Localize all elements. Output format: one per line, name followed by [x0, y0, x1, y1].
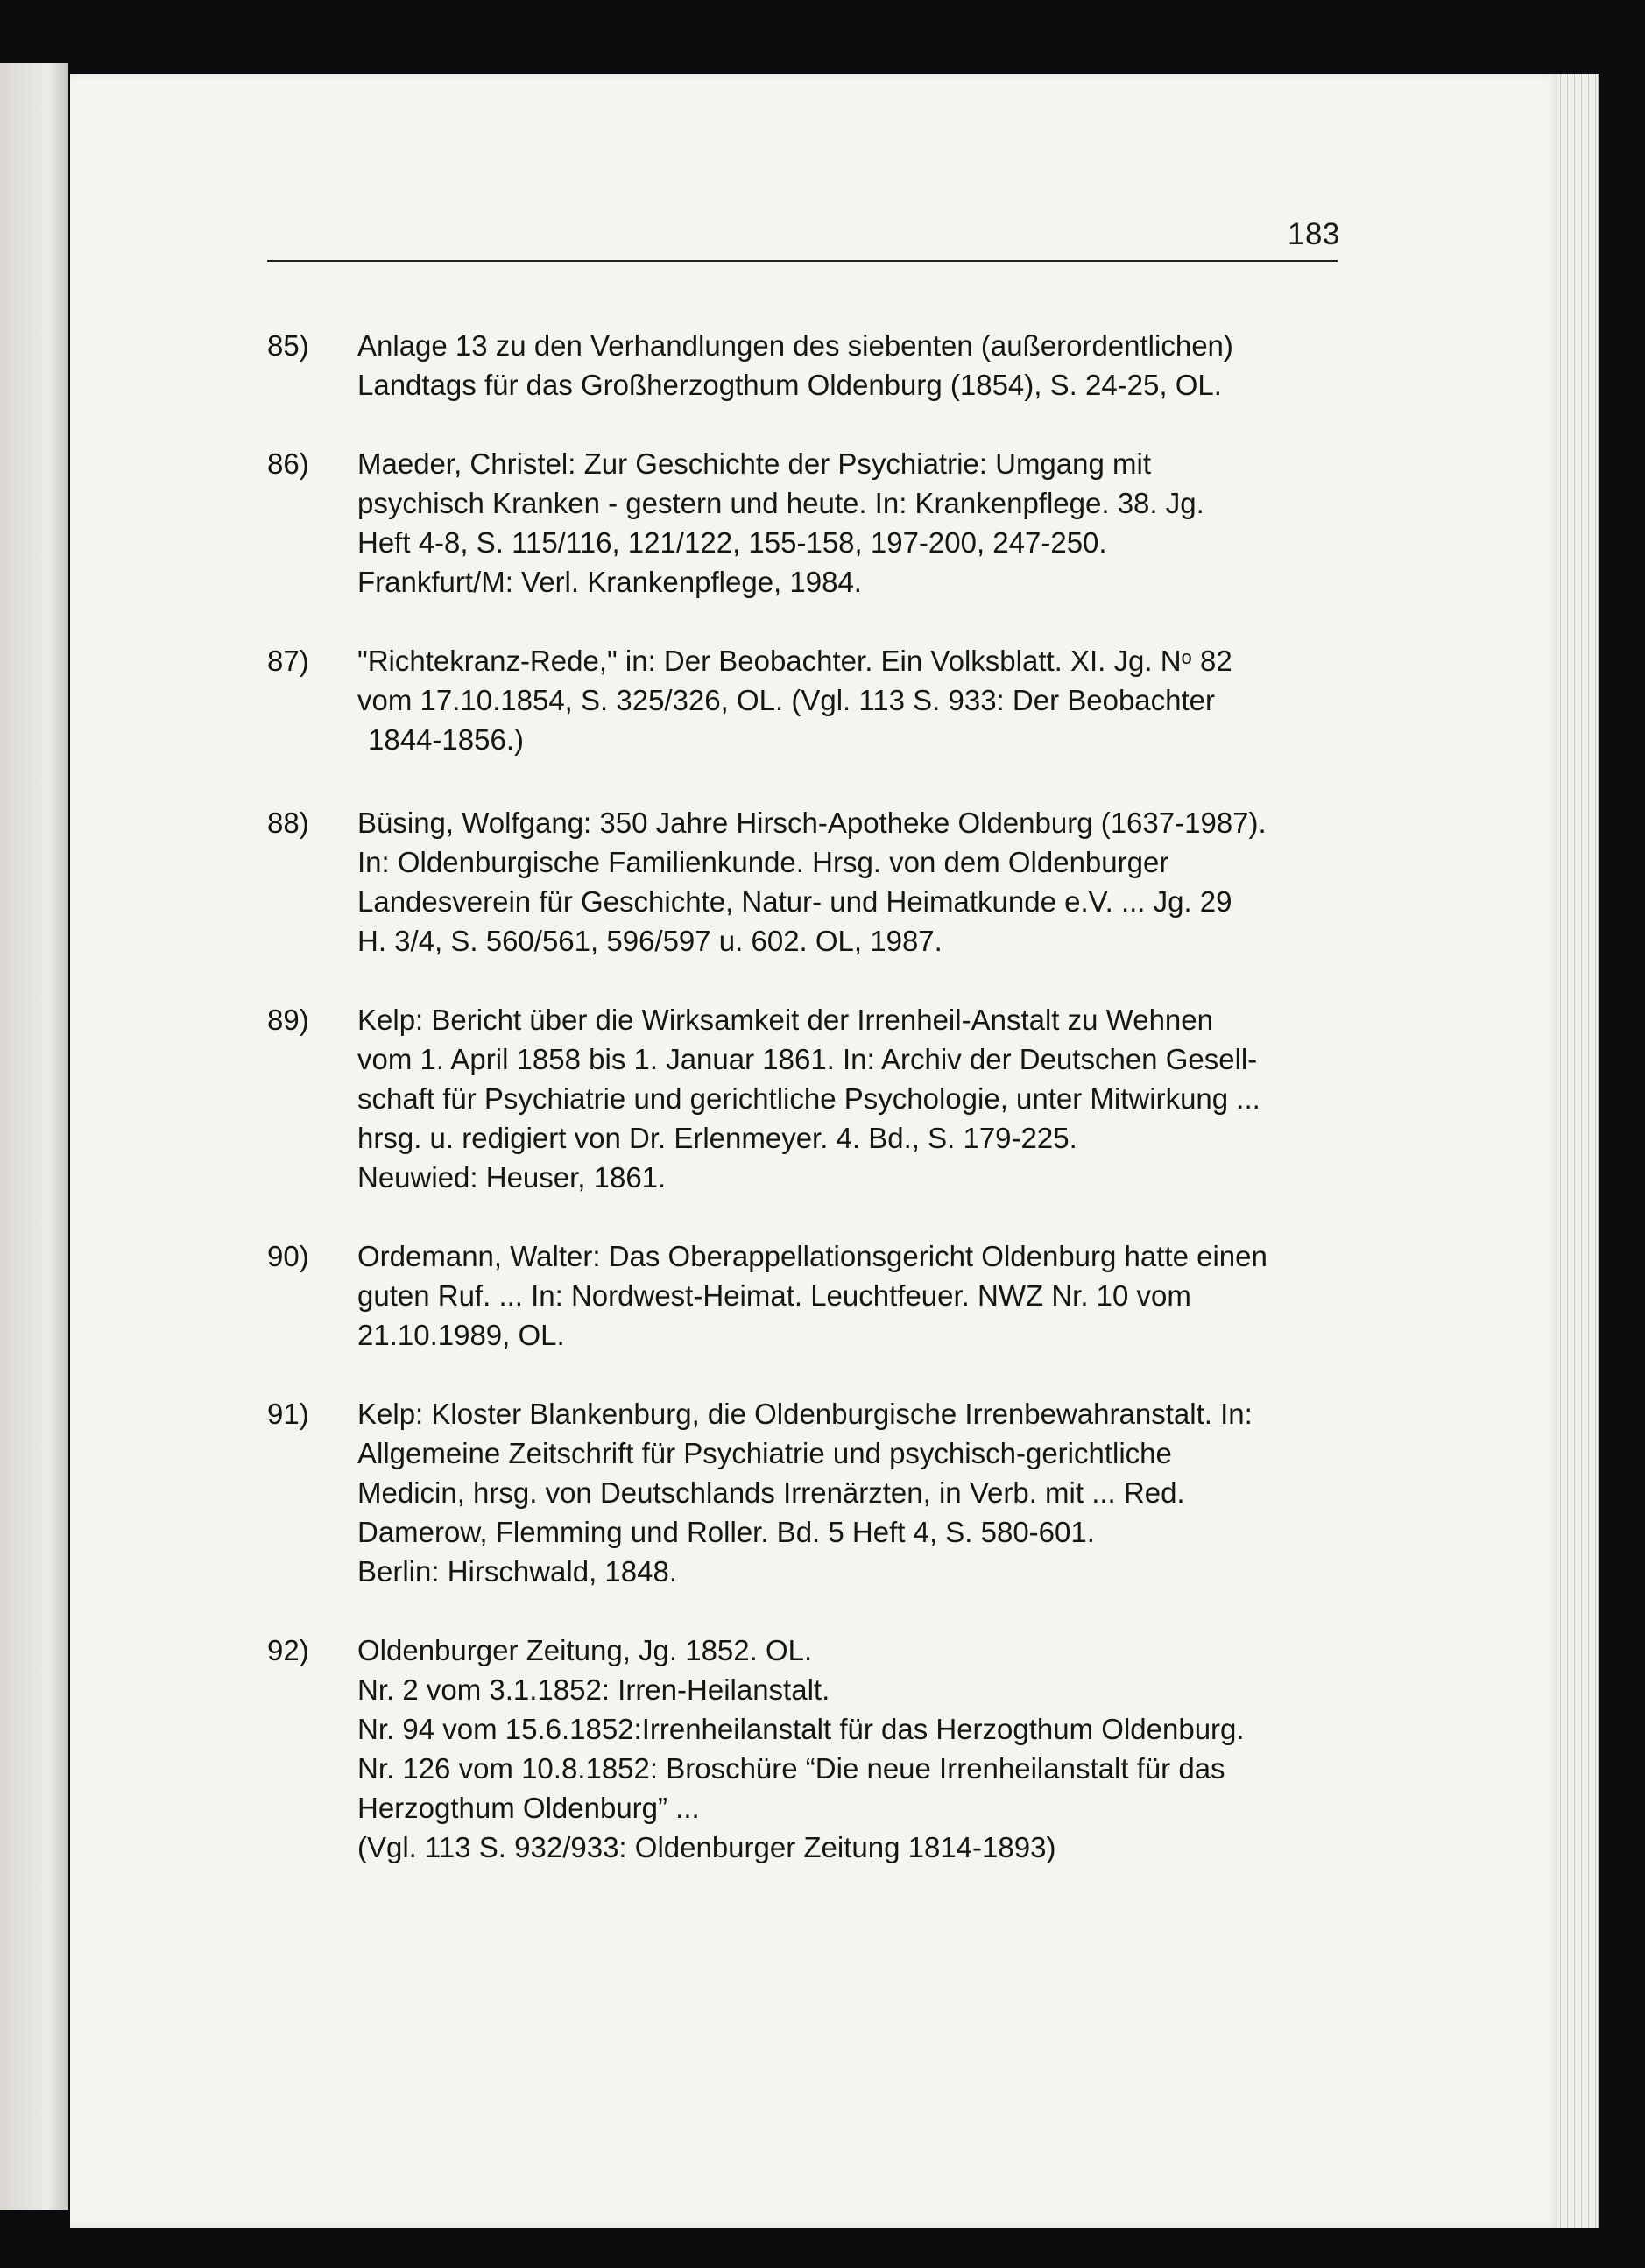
reference-line: Nr. 94 vom 15.6.1852:Irrenheilanstalt für das Herzogthum Oldenburg. [357, 1713, 1245, 1745]
reference-entry-88 [267, 803, 1371, 961]
reference-line: Nr. 2 vom 3.1.1852: Irren-Heilanstalt. [357, 1673, 830, 1706]
reference-list [267, 326, 1371, 1867]
reference-number: 86) [267, 447, 309, 480]
reference-line: Damerow, Flemming und Roller. Bd. 5 Heft 4, S. 580-601. [357, 1516, 1095, 1548]
reference-line: Frankfurt/M: Verl. Krankenpflege, 1984. [357, 566, 862, 598]
reference-line: vom 17.10.1854, S. 325/326, OL. (Vgl. 113 S. 933: Der Beobachter [357, 684, 1216, 716]
reference-line: Herzogthum Oldenburg” ... [357, 1792, 700, 1824]
reference-entry-89 [267, 1000, 1371, 1197]
reference-entry-92 [267, 1631, 1371, 1867]
numero-superscript: o [1181, 646, 1192, 668]
reference-entry-90 [267, 1236, 1371, 1355]
reference-line: Anlage 13 zu den Verhandlungen des siebenten (außerordentlichen) [357, 329, 1233, 362]
reference-line-text: "Richtekranz-Rede," in: Der Beobachter. Ein Volksblatt. XI. Jg. N [357, 644, 1182, 677]
reference-line: H. 3/4, S. 560/561, 596/597 u. 602. OL, 1987. [357, 925, 943, 957]
reference-line: In: Oldenburgische Familienkunde. Hrsg. von dem Oldenburger [357, 846, 1169, 878]
reference-line: Landesverein für Geschichte, Natur- und Heimatkunde e.V. ... Jg. 29 [357, 885, 1232, 918]
reference-line: psychisch Kranken - gestern und heute. In: Krankenpflege. 38. Jg. [357, 487, 1204, 519]
reference-line: schaft für Psychiatrie und gerichtliche Psychologie, unter Mitwirkung ... [357, 1082, 1260, 1115]
reference-line: Büsing, Wolfgang: 350 Jahre Hirsch-Apotheke Oldenburg (1637-1987). [357, 806, 1267, 839]
reference-entry-86 [267, 444, 1371, 602]
reference-line: Nr. 126 vom 10.8.1852: Broschüre “Die neue Irrenheilanstalt für das [357, 1752, 1225, 1785]
issue-number: 82 [1191, 644, 1232, 677]
reference-number: 88) [267, 806, 309, 839]
reference-number: 89) [267, 1004, 309, 1036]
reference-line: hrsg. u. redigiert von Dr. Erlenmeyer. 4. Bd., S. 179-225. [357, 1122, 1077, 1154]
reference-line: Kelp: Bericht über die Wirksamkeit der Irrenheil-Anstalt zu Wehnen [357, 1004, 1213, 1036]
reference-line: 1844-1856.) [368, 723, 524, 756]
reference-line: Heft 4-8, S. 115/116, 121/122, 155-158, 197-200, 247-250. [357, 526, 1107, 559]
reference-line: Medicin, hrsg. von Deutschlands Irrenärzten, in Verb. mit ... Red. [357, 1476, 1185, 1509]
reference-entry-91 [267, 1394, 1371, 1591]
reference-line: Allgemeine Zeitschrift für Psychiatrie und psychisch-gerichtliche [357, 1437, 1172, 1469]
reference-line: Neuwied: Heuser, 1861. [357, 1161, 667, 1194]
reference-entry-85 [267, 326, 1371, 405]
page-number: 183 [1288, 217, 1340, 251]
reference-line: Maeder, Christel: Zur Geschichte der Psychiatrie: Umgang mit [357, 447, 1152, 480]
reference-line: Kelp: Kloster Blankenburg, die Oldenburgische Irrenbewahranstalt. In: [357, 1398, 1253, 1430]
reference-number: 91) [267, 1398, 309, 1430]
reference-number: 85) [267, 329, 309, 362]
reference-number: 90) [267, 1240, 309, 1272]
header-rule [267, 260, 1338, 262]
reference-line: vom 1. April 1858 bis 1. Januar 1861. In: Archiv der Deutschen Gesell- [357, 1043, 1258, 1075]
reference-line [357, 641, 1371, 680]
reference-line: guten Ruf. ... In: Nordwest-Heimat. Leuchtfeuer. NWZ Nr. 10 vom [357, 1279, 1191, 1312]
reference-line: Berlin: Hirschwald, 1848. [357, 1555, 677, 1588]
reference-entry-87 [267, 641, 1371, 759]
reference-line: Landtags für das Großherzogthum Oldenburg (1854), S. 24-25, OL. [357, 369, 1222, 401]
page-stack-edges [1557, 74, 1599, 2228]
left-page-edge [0, 63, 68, 2210]
reference-number: 87) [267, 644, 309, 677]
reference-line: 21.10.1989, OL. [357, 1319, 565, 1351]
reference-number: 92) [267, 1634, 309, 1666]
reference-line: Ordemann, Walter: Das Oberappellationsgericht Oldenburg hatte einen [357, 1240, 1267, 1272]
reference-line: Oldenburger Zeitung, Jg. 1852. OL. [357, 1634, 813, 1666]
reference-line: (Vgl. 113 S. 932/933: Oldenburger Zeitung 1814-1893) [357, 1831, 1056, 1863]
